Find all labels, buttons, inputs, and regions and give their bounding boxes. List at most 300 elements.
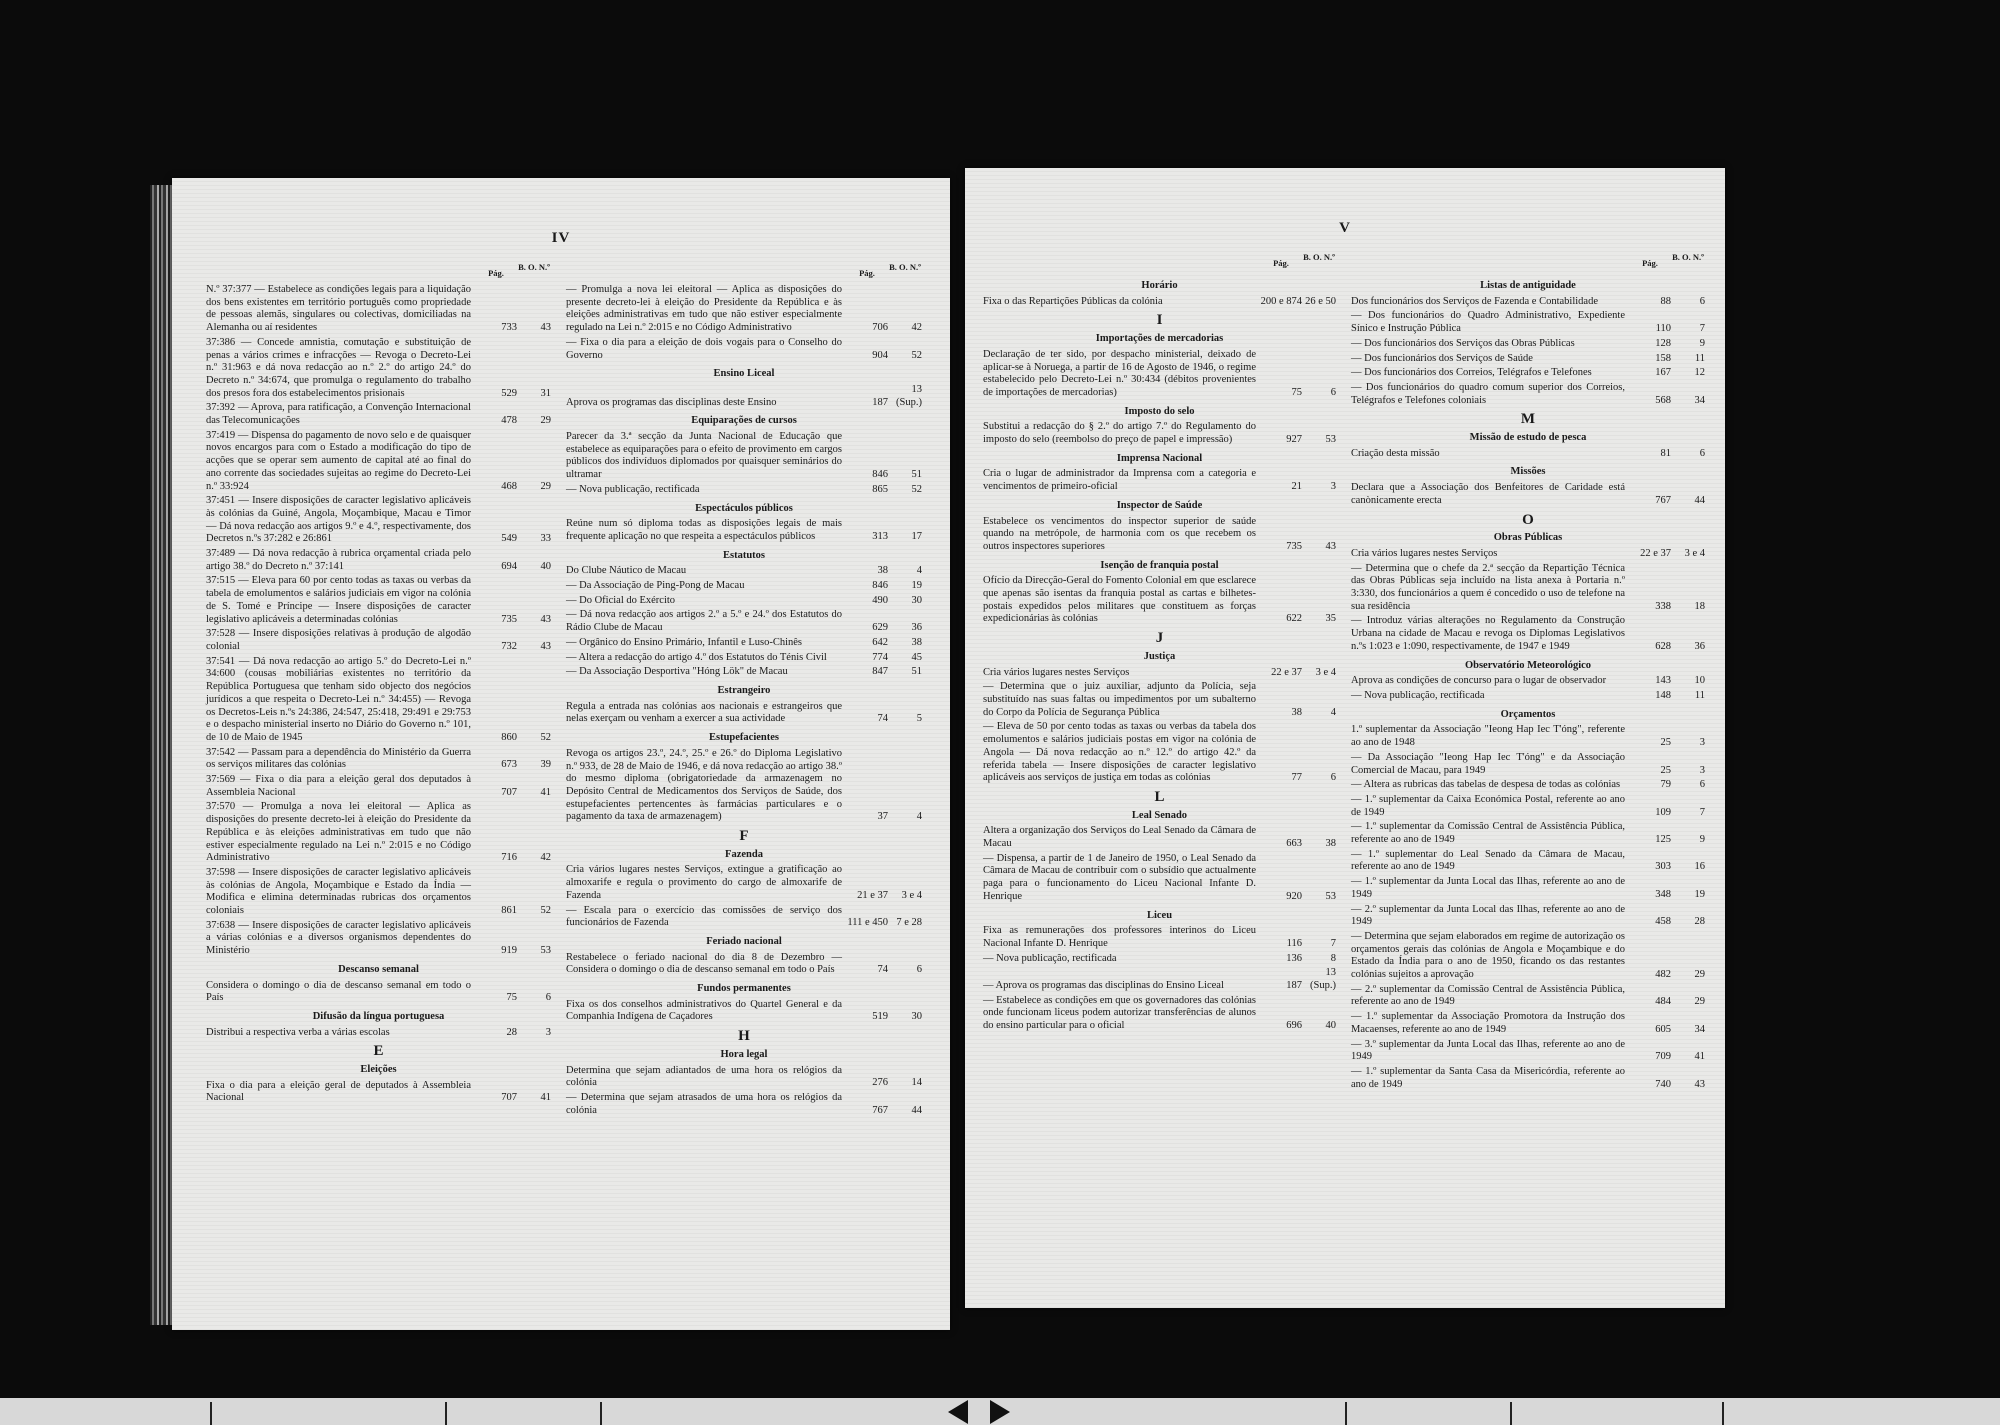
entry-page: 740 [1655,1078,1671,1090]
entry-page: 568 [1655,394,1671,406]
entry-bulletin: 3 e 4 [1684,547,1705,559]
entry-bulletin: 30 [911,594,922,606]
index-entry [566,637,922,650]
entry-page: 187 [1286,980,1302,992]
section-heading: Feriado nacional [706,935,782,947]
entry-bulletin: 3 [1699,764,1705,776]
entry-bulletin: 31 [540,387,551,399]
entry-bulletin: 9 [1699,337,1705,349]
entry-text: Estabelece os vencimentos do inspector superior de saúde quando na metrópole, de harmonia com os que recebem os outros inspectores superiores [983,515,1256,552]
entry-text: — Estabelece as condições em que os governadores das colónias onde funcionam liceus podem autorizar transferências de alunos do ensino particular para o oficial [983,994,1256,1032]
entry-text: — Nova publicação, rectificada [1351,689,1485,701]
entry-bulletin: 45 [911,651,922,663]
header-pag: Pág. [859,268,875,278]
entry-bulletin: 53 [1325,890,1336,902]
index-entry [1351,779,1705,792]
entry-text: Fixa as remunerações dos professores interinos do Liceu Nacional Infante D. Henrique [983,925,1256,949]
index-entry [1351,382,1705,407]
index-entry [1351,821,1705,846]
index-entry [1351,1011,1705,1036]
entry-page: 490 [872,594,888,606]
entry-page: 187 [872,396,888,408]
entry-bulletin: 40 [1325,1020,1336,1032]
index-entry [1351,984,1705,1009]
entry-bulletin: 43 [1325,540,1336,552]
entry-bulletin: 13 (Sup.) [1310,967,1336,992]
index-entry [983,349,1336,400]
entry-text: Cria vários lugares nestes Serviços, extingue a gratificação ao almoxarife e regula o provimento do cargo de almoxarife de Fazenda [566,864,842,901]
column-header [566,262,922,284]
entry-bulletin: 6 [1330,772,1336,784]
entry-page: 116 [1286,937,1302,949]
entry-text: — 1.º suplementar do Leal Senado da Câmara de Macau, referente ao ano de 1949 [1351,848,1625,873]
entry-text: 37:515 — Eleva para 60 por cento todas as taxas ou verbas da tabela de emolumentos e salários judiciais em vigor na colónia de S. Tomé e Príncipe — Insere disposições de caracter legislativo aplicáveis a determinadas colónias [206,575,471,625]
entry-bulletin: 43 [540,640,551,652]
entry-bulletin: 52 [540,905,551,917]
entry-text: Fixa o das Repartições Públicas da colónia [983,295,1163,307]
entry-page: 707 [501,786,517,798]
index-entry [1351,794,1705,819]
index-entry [566,666,922,679]
entry-text: Regula a entrada nas colónias aos nacionais e estrangeiros que nelas exerçam ou venham a exercer a sua actividade [566,700,842,725]
section-heading: Estupefacientes [709,732,779,744]
entry-bulletin: 34 [1694,394,1705,406]
index-entry [566,748,922,824]
entry-bulletin: 36 [1694,640,1705,652]
entry-text: — Altera a redacção do artigo 4.º dos Estatutos do Ténis Civil [566,651,827,663]
index-entry [1351,690,1705,703]
entry-bulletin: 14 [911,1077,922,1089]
entry-bulletin: 51 [911,666,922,678]
index-entry [566,701,922,726]
film-tick [1722,1402,1724,1425]
film-tick [210,1402,212,1425]
index-entry [1351,876,1705,901]
index-entry [1351,296,1705,309]
entry-text: 37:542 — Passam para a dependência do Ministério da Guerra os serviços militares das colónias [206,746,471,771]
entry-text: Aprova os programas das disciplinas deste Ensino [566,396,777,408]
index-entry [566,1065,922,1090]
entry-bulletin: 4 [1330,706,1336,718]
entry-bulletin: 52 [911,349,922,361]
index-entry [1351,1066,1705,1091]
index-entry [983,995,1336,1033]
entry-page: 110 [1655,323,1671,335]
index-entry [1351,931,1705,982]
entry-text: Do Clube Náutico de Macau [566,565,687,577]
index-entry [206,656,551,745]
entry-bulletin: 34 [1694,1023,1705,1035]
section-heading: Importações de mercadorias [1095,333,1224,345]
entry-bulletin: 29 [1694,969,1705,981]
entry-page: 77 [1291,772,1302,784]
index-column [566,262,922,1119]
entry-page: 732 [501,640,517,652]
index-column [1351,252,1705,1093]
entry-bulletin: 11 [1694,689,1705,701]
entry-bulletin: 12 [1694,367,1705,379]
entry-bulletin: 29 [540,480,551,492]
entry-bulletin: 13 (Sup.) [896,383,922,408]
entry-text: — Da Associação Desportiva "Hóng Lök" de Macau [566,666,788,678]
entry-page: 25 [1660,764,1671,776]
letter-heading: H [738,1028,750,1045]
entry-text: — Dá nova redacção aos artigos 2.º a 5.º e 24.º dos Estatutos do Rádio Clube de Macau [566,609,842,634]
entry-page: 128 [1655,337,1671,349]
section-heading: Equiparações de cursos [691,415,797,427]
entry-page: 846 [872,580,888,592]
entry-text: — Introduz várias alterações no Regulamento da Construção Urbana na cidade de Macau e revoga os Diplomas Legislativos n.ºs 1:023 e 1:090, respectivamente, de 1947 e 1949 [1351,615,1625,652]
entry-page: 136 [1286,952,1302,964]
entry-text: Declaração de ter sido, por despacho ministerial, deixado de aplicar-se à Noruega, a partir de 16 de Agosto de 1946, o regime estabelecido pelo Decreto-Lei n.º 30:434 (débitos provenientes de importações de mercadorias) [983,348,1256,398]
index-entry [1351,548,1705,561]
index-entry [983,468,1336,493]
entry-page: 529 [501,387,517,399]
entry-page: 338 [1655,600,1671,612]
index-entry [983,516,1336,554]
entry-page: 313 [872,530,888,542]
entry-page: 75 [506,992,517,1004]
section-heading: Leal Senado [1131,809,1188,821]
entry-text: Parecer da 3.ª secção da Junta Nacional de Educação que estabelece as equiparações para o efeito de provimento em cargos públicos dos indivíduos diplomados por quaisquer seminários do ultramar [566,431,842,481]
index-entry [1351,752,1705,777]
entry-page: 846 [872,469,888,481]
entry-text: Considera o domingo o dia de descanso semanal em todo o País [206,979,471,1004]
entry-text: 37:489 — Dá nova redacção à rubrica orçamental criada pelo artigo 38.º do Decreto n.º 37:141 [206,548,471,572]
section-heading: Eleições [360,1064,397,1076]
entry-bulletin: 42 [911,322,922,334]
entry-page: 111 e 450 [847,917,888,929]
page-number: IV [551,230,571,246]
index-entry [206,402,551,427]
entry-page: 109 [1655,806,1671,818]
entry-bulletin: 4 [916,565,922,577]
entry-bulletin: 43 [1694,1078,1705,1090]
index-entry [206,801,551,865]
entry-text: Fixa os dos conselhos administrativos do Quartel General e da Companhia Indígena de Caçadores [566,998,842,1023]
entry-text: Altera a organização dos Serviços do Leal Senado da Câmara de Macau [983,825,1256,850]
entry-text: — Da Associação "Ieong Hap Iec T'óng" e da Associação Comercial de Macau, para 1949 [1351,751,1625,776]
entry-bulletin: 6 [1699,779,1705,791]
section-heading: Orçamentos [1500,708,1556,720]
entry-bulletin: 29 [1694,996,1705,1008]
entry-bulletin: 7 [1699,323,1705,335]
entry-text: — Altera as rubricas das tabelas de despesa de todas as colónias [1351,779,1621,791]
entry-page: 468 [501,480,517,492]
entry-bulletin: 6 [1699,295,1705,307]
letter-heading: E [373,1043,384,1060]
entry-page: 767 [872,1104,888,1116]
index-entry [983,925,1336,950]
section-heading: Hora legal [720,1048,768,1060]
entry-page: 735 [1286,540,1302,552]
index-entry [566,518,922,543]
entry-text: 37:419 — Dispensa do pagamento de novo selo e de quaisquer novos encargos para com o Estado a modificação do tipo de acções que se operar sem aumento de capital até ao final do ano corrente das sociedades sujeitas ao regime do Decreto-Lei n.º 33:924 [206,429,471,492]
entry-page: 767 [1655,494,1671,506]
entry-text: — Fixa o dia para a eleição de dois vogais para o Conselho do Governo [566,336,842,361]
entry-text: 37:386 — Concede amnistia, comutação e substituição de penas a vários crimes e infracções — Revoga o Decreto-Lei n.º 31:963 e dá nova redacção ao n.º 2.º do artigo 24.º do Decreto n.º 34:674, que promulga o regulamento do trabalho dos presos fora dos estabelecimentos prisionais [206,336,471,399]
entry-page: 920 [1286,890,1302,902]
section-heading: Imposto do selo [1124,405,1195,417]
section-heading: Estrangeiro [717,684,771,696]
entry-text: — Nova publicação, rectificada [566,483,700,495]
index-entry [206,980,551,1005]
index-entry [1351,724,1705,749]
entry-text: Fixa o dia para a eleição geral de deputados à Assembleia Nacional [206,1079,471,1104]
entry-text: Dos funcionários dos Serviços de Fazenda e Contabilidade [1351,295,1598,307]
index-entry [566,431,922,482]
section-heading: Difusão da língua portuguesa [312,1010,445,1022]
entry-text: Substitui a redacção do § 2.º do artigo 7.º do Regulamento do imposto do selo (reembolso do preço de papel e impressão) [983,421,1256,446]
index-entry [983,853,1336,904]
entry-text: — Determina que o chefe da 2.ª secção da Repartição Técnica das Obras Públicas seja incluído na lista anexa à Portaria n.º 3:330, dos funcionários a quem é concedido o uso de telefone na sua residência [1351,562,1625,612]
entry-text: 37:569 — Fixa o dia para a eleição geral dos deputados à Assembleia Nacional [206,774,471,798]
entry-page: 22 e 37 [1640,547,1671,559]
entry-bulletin: 19 [1694,888,1705,900]
film-arrow-right [990,1400,1010,1424]
index-entry [1351,904,1705,929]
index-entry [566,905,922,930]
entry-text: — 2.º suplementar da Junta Local das Ilhas, referente ao ano de 1949 [1351,903,1625,928]
index-entry [206,1027,551,1040]
entry-bulletin: 6 [545,992,551,1004]
entry-bulletin: 44 [1694,494,1705,506]
letter-heading: I [1156,312,1163,329]
entry-text: — Do Oficial do Exército [566,594,676,606]
entry-page: 88 [1660,295,1671,307]
film-arrow-left [948,1400,968,1424]
section-heading: Listas de antiguidade [1480,280,1576,291]
entry-bulletin: 39 [540,759,551,771]
index-entry [1351,675,1705,688]
entry-text: Aprova as condições de concurso para o lugar de observador [1351,675,1607,687]
entry-page: 694 [501,560,517,572]
entry-page: 38 [877,565,888,577]
entry-page: 927 [1286,434,1302,446]
section-heading: Justiça [1143,650,1176,662]
entry-page: 605 [1655,1023,1671,1035]
entry-page: 125 [1655,834,1671,846]
index-page-left [172,178,950,1330]
index-entry [1351,367,1705,380]
entry-text: Reúne num só diploma todas as disposições legais de mais frequente aplicação no que respeita a espectáculos públicos [566,518,842,542]
entry-bulletin: 44 [911,1104,922,1116]
entry-page: 865 [872,483,888,495]
index-entry [206,628,551,653]
entry-page: 696 [1286,1020,1302,1032]
entry-text: Revoga os artigos 23.º, 24.º, 25.º e 26.º do Diploma Legislativo n.º 933, de 28 de Maio de 1946, e dá nova redacção ao artigo 38.º do mesmo diploma (obrigatoriedade da armazenagem no Depósito Central de Medicamentos dos Serviços de Saúde, dos estupefacientes pertencentes às farmácias particulares e o pagamento da taxa de armazenagem) [566,747,842,823]
letter-heading: O [1522,511,1534,528]
film-tick [445,1402,447,1425]
index-entry [206,575,551,626]
entry-text: — Dispensa, a partir de 1 de Janeiro de 1950, o Leal Senado da Câmara de Macau de contribuir com o subsídio que actualmente paga para o funcionamento do Liceu Nacional Infante D. Henrique [983,852,1256,902]
section-heading: Horário [1141,280,1178,291]
entry-text: Ofício da Direcção-Geral do Fomento Colonial em que esclarece que apenas são isentas da franquia postal as cartas e bilhetes-postais expedidos pelos militares que constituem as forças expedicionárias às colónias [983,575,1256,625]
entry-bulletin: 7 [1699,806,1705,818]
entry-bulletin: 29 [540,415,551,427]
film-tick [600,1402,602,1425]
entry-page: 25 [1660,737,1671,749]
header-bo: B. O. N.º [518,262,550,272]
entry-bulletin: 26 e 50 [1305,295,1336,307]
entry-bulletin: 41 [540,1092,551,1104]
entry-bulletin: 6 [1699,447,1705,459]
entry-text: — Escala para o exercício das comissões de serviço dos funcionários de Fazenda [566,904,842,929]
entry-page: 458 [1655,916,1671,928]
letter-heading: J [1155,630,1164,647]
entry-bulletin: 40 [540,560,551,572]
index-entry [1351,615,1705,653]
entry-page: 148 [1655,689,1671,701]
entry-page: 847 [872,666,888,678]
section-heading: Observatório Meteorológico [1464,659,1592,671]
header-pag: Pág. [1273,258,1289,268]
film-tick [1345,1402,1347,1425]
entry-bulletin: 53 [540,945,551,957]
entry-page: 21 [1291,481,1302,493]
index-entry [206,920,551,958]
entry-page: 549 [501,533,517,545]
entry-bulletin: 3 e 4 [1315,666,1336,678]
entry-page: 716 [501,852,517,864]
letter-heading: L [1154,788,1165,805]
entry-bulletin: 41 [1694,1051,1705,1063]
entry-text: — Aprova os programas das disciplinas do Ensino Liceal [983,980,1224,992]
entry-text: — Da Associação de Ping-Pong de Macau [566,580,745,592]
column-header [983,252,1336,274]
index-entry [566,952,922,977]
index-entry [566,565,922,578]
index-entry [983,967,1336,992]
entry-bulletin: 42 [540,852,551,864]
entry-text: — 1.º suplementar da Associação Promotora da Instrução dos Macaenses, referente ao ano de 1949 [1351,1011,1625,1035]
index-entry [983,825,1336,850]
index-entry [1351,849,1705,874]
entry-bulletin: 52 [540,731,551,743]
entry-bulletin: 18 [1694,600,1705,612]
index-entry [1351,310,1705,335]
index-entry [566,484,922,497]
section-heading: Espectáculos públicos [695,502,793,514]
entry-page: 478 [501,415,517,427]
index-column [206,262,551,1107]
section-heading: Fazenda [725,848,763,860]
entry-page: 919 [501,945,517,957]
entry-bulletin: 6 [916,964,922,976]
entry-bulletin: 16 [1694,861,1705,873]
entry-text: — Dos funcionários do Quadro Administrativo, Expediente Sínico e Instrução Pública [1351,310,1625,335]
section-heading: Isenção de franquia postal [1100,559,1219,571]
entry-text: — Orgânico do Ensino Primário, Infantil e Luso-Chinês [566,636,803,648]
entry-text: Distribui a respectiva verba a várias escolas [206,1026,390,1038]
entry-page: 709 [1655,1051,1671,1063]
entry-page: 79 [1660,779,1671,791]
index-entry [206,548,551,573]
entry-bulletin: 7 e 28 [896,917,922,929]
entry-bulletin: 3 [545,1026,551,1038]
entry-bulletin: 5 [916,713,922,725]
index-entry [1351,563,1705,614]
entry-text: — Dos funcionários dos Serviços das Obras Públicas [1351,337,1575,349]
entry-bulletin: 4 [916,811,922,823]
entry-page: 629 [872,622,888,634]
index-entry [1351,353,1705,366]
entry-text: — Dos funcionários dos Serviços de Saúde [1351,352,1533,364]
entry-text: — Nova publicação, rectificada [983,952,1117,964]
index-entry [983,421,1336,446]
entry-page: 733 [501,322,517,334]
index-entry [983,575,1336,626]
entry-text: Cria vários lugares nestes Serviços [983,666,1130,678]
section-heading: Ensino Liceal [713,368,775,380]
header-bo: B. O. N.º [889,262,921,272]
index-entry [983,721,1336,785]
index-entry [566,580,922,593]
entry-page: 200 e 874 [1260,295,1302,307]
index-entry [206,747,551,772]
entry-bulletin: 8 [1330,952,1336,964]
header-bo: B. O. N.º [1672,252,1704,262]
section-heading: Obras Públicas [1493,532,1563,544]
entry-bulletin: 36 [911,622,922,634]
section-heading: Missões [1510,466,1546,478]
index-entry [1351,448,1705,461]
entry-bulletin: 41 [540,786,551,798]
entry-bulletin: 9 [1699,834,1705,846]
index-entry [566,652,922,665]
entry-bulletin: 3 [1699,737,1705,749]
entry-bulletin: 3 e 4 [901,889,922,901]
entry-bulletin: 33 [540,533,551,545]
entry-text: Determina que sejam adiantados de uma hora os relógios da colónia [566,1064,842,1089]
entry-page: 21 e 37 [857,889,888,901]
section-heading: Estatutos [722,549,765,561]
entry-text: — 1.º suplementar da Comissão Central de Assistência Pública, referente ao ano de 1949 [1351,821,1625,846]
entry-text: — 2.º suplementar da Comissão Central de Assistência Pública, referente ao ano de 1949 [1351,983,1625,1008]
entry-text: — Dos funcionários do quadro comum superior dos Correios, Telégrafos e Telefones coloniais [1351,381,1625,406]
entry-page: 673 [501,759,517,771]
entry-page: 628 [1655,640,1671,652]
index-entry [566,609,922,634]
index-page-right [965,168,1725,1308]
header-pag: Pág. [1642,258,1658,268]
entry-text: — Eleva de 50 por cento todas as taxas ou verbas da tabela dos emolumentos e salários judiciais postas em vigor na colónia de Angola — Dá nova redacção ao n.º 12.º do artigo 42.º da referida tabela — Insere disposições de caracter legislativo aplicáveis aos serviços de justiça em todas as colónias [983,721,1256,784]
section-heading: Inspector de Saúde [1116,499,1203,511]
entry-bulletin: 30 [911,1011,922,1023]
entry-text: 37:638 — Insere disposições de caracter legislativo aplicáveis a várias colónias e a diversos organismos dependentes do Ministério [206,919,471,957]
index-entry [1351,1039,1705,1064]
index-entry [566,595,922,608]
entry-text: — Determina que sejam elaborados em regime de autorização os orçamentos gerais das colónias de Angola e Moçambique e do Estado da Índia para o ano de 1950, ficando os das restantes colónias sujeitos a aprovação [1351,930,1625,981]
section-heading: Imprensa Nacional [1116,452,1203,464]
entry-text: 37:528 — Insere disposições relativas à produção de algodão colonial [206,628,471,652]
entry-page: 861 [501,905,517,917]
index-entry [206,284,551,335]
entry-page: 482 [1655,969,1671,981]
entry-bulletin: 38 [911,636,922,648]
entry-page: 904 [872,349,888,361]
index-entry [206,495,551,546]
entry-bulletin: 35 [1325,613,1336,625]
entry-page: 707 [501,1092,517,1104]
header-pag: Pág. [488,268,504,278]
index-entry [1351,338,1705,351]
index-entry [206,337,551,401]
entry-page: 774 [872,651,888,663]
index-entry [1351,482,1705,507]
entry-page: 74 [877,713,888,725]
film-tick [1510,1402,1512,1425]
